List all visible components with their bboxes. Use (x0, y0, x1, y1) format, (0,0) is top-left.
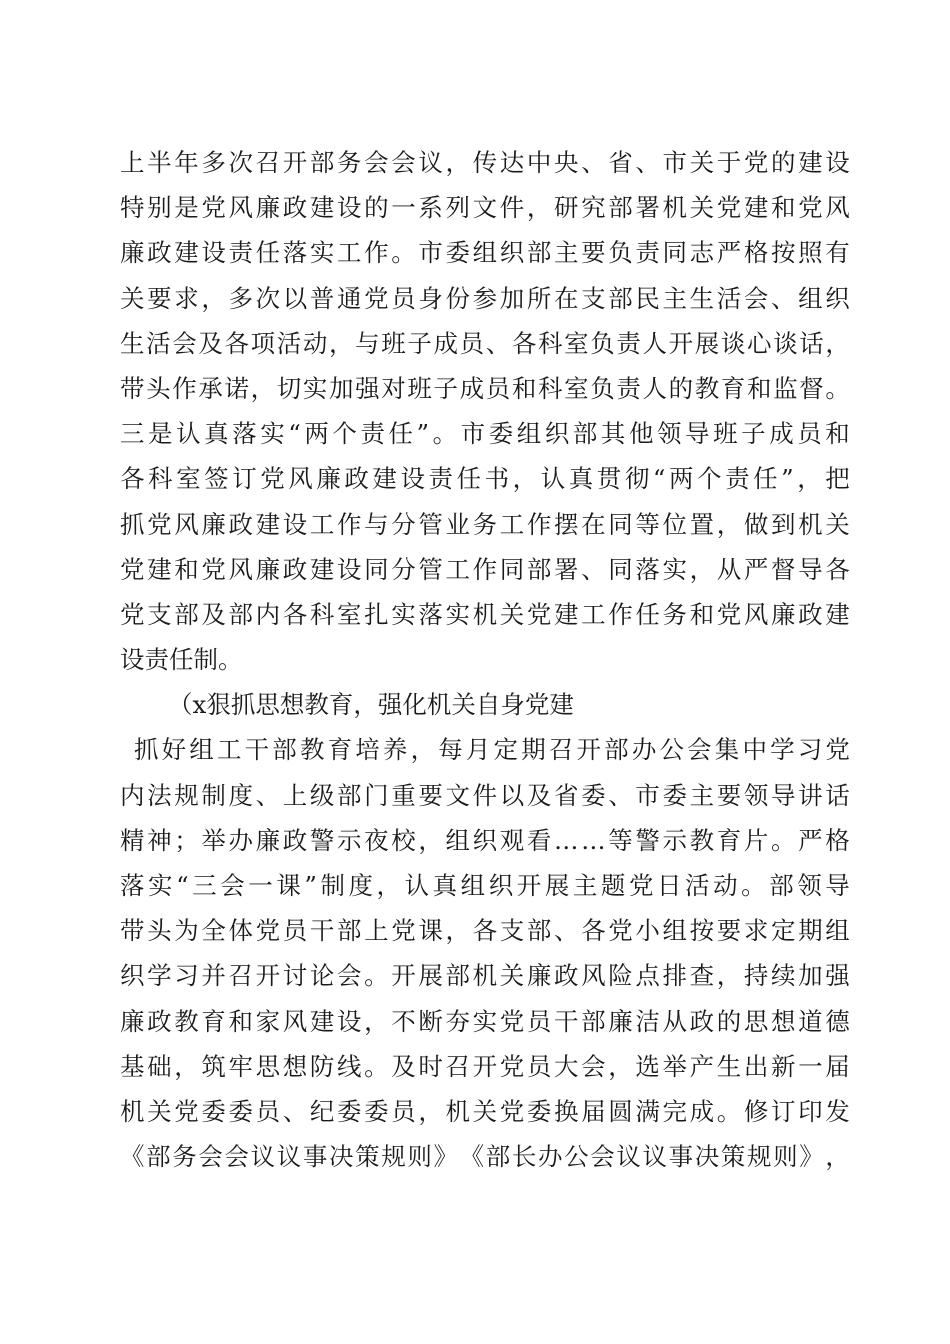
section-heading: （x狠抓思想教育，强化机关自身党建 (168, 690, 574, 720)
text-line: 各 科 室 签 订 党 风 廉 政 建 设 责 任 书 ， 认 真 贯 彻 “ 两 个 责 任 ” ， 把 (120, 464, 850, 494)
text-line: 机 关 党 委 委 员 、 纪 委 委 员 ， 机 关 党 委 换 届 圆 满 完 成 。 修 订 印 发 (120, 1096, 850, 1126)
text-line: 抓 好 组 工 干 部 教 育 培 养 ， 每 月 定 期 召 开 部 办 公 会 集 中 学 习 党 (134, 735, 850, 765)
text-line: 带 头 为 全 体 党 员 干 部 上 党 课 ， 各 支 部 、 各 党 小 组 按 要 求 定 期 组 (120, 916, 850, 946)
text-line: 党 支 部 及 部 内 各 科 室 扎 实 落 实 机 关 党 建 工 作 任 务 和 党 风 廉 政 建 (120, 599, 850, 629)
text-line: 特 别 是 党 风 廉 政 建 设 的 一 系 列 文 件 ， 研 究 部 署 机 关 党 建 和 党 风 (120, 193, 850, 223)
text-line: 基 础 ， 筑 牢 思 想 防 线 。 及 时 召 开 党 员 大 会 ， 选 举 产 生 出 新 一 届 (120, 1051, 850, 1081)
body-text (120, 140, 850, 1179)
text-line: 内 法 规 制 度 、 上 级 部 门 重 要 文 件 以 及 省 委 、 市 委 主 要 领 导 讲 话 (120, 780, 850, 810)
text-line: 《 部 务 会 会 议 议 事 决 策 规 则 》 《 部 长 办 公 会 议 议 事 决 策 规 则 》 ， (120, 1142, 850, 1172)
text-line: 上 半 年 多 次 召 开 部 务 会 会 议 ， 传 达 中 央 、 省 、 市 关 于 党 的 建 设 (120, 148, 850, 177)
text-line: 关 要 求 ， 多 次 以 普 通 党 员 身 份 参 加 所 在 支 部 民 主 生 活 会 、 组 织 (120, 283, 850, 313)
text-line: 廉 政 建 设 责 任 落 实 工 作 。 市 委 组 织 部 主 要 负 责 同 志 严 格 按 照 有 (120, 238, 850, 268)
text-line: 廉 政 教 育 和 家 风 建 设 ， 不 断 夯 实 党 员 干 部 廉 洁 从 政 的 思 想 道 德 (120, 1006, 850, 1036)
text-line: 生 活 会 及 各 项 活 动 ， 与 班 子 成 员 、 各 科 室 负 责 人 开 展 谈 心 谈 话 ， (120, 328, 850, 358)
text-line: 三 是 认 真 落 实 “ 两 个 责 任 ” 。 市 委 组 织 部 其 他 领 导 班 子 成 员 和 (120, 419, 850, 449)
text-line: 精 神 ； 举 办 廉 政 警 示 夜 校 ， 组 织 观 看 … … 等 警 示 教 育 片 。 严 格 (120, 825, 850, 855)
text-line: 带 头 作 承 诺 ， 切 实 加 强 对 班 子 成 员 和 科 室 负 责 人 的 教 育 和 监 督 。 (120, 373, 850, 403)
text-line: 落 实 “ 三 会 一 课 ” 制 度 ， 认 真 组 织 开 展 主 题 党 日 活 动 。 部 领 导 (120, 871, 850, 900)
text-line: 织 学 习 并 召 开 讨 论 会 。 开 展 部 机 关 廉 政 风 险 点 排 查 ， 持 续 加 强 (120, 961, 850, 991)
text-line: 设责任制。 (120, 645, 243, 675)
text-line: 抓 党 风 廉 政 建 设 工 作 与 分 管 业 务 工 作 摆 在 同 等 位 置 ， 做 到 机 关 (120, 509, 850, 539)
text-line: 党 建 和 党 风 廉 政 建 设 同 分 管 工 作 同 部 署 、 同 落 实 ， 从 严 督 导 各 (120, 554, 850, 584)
